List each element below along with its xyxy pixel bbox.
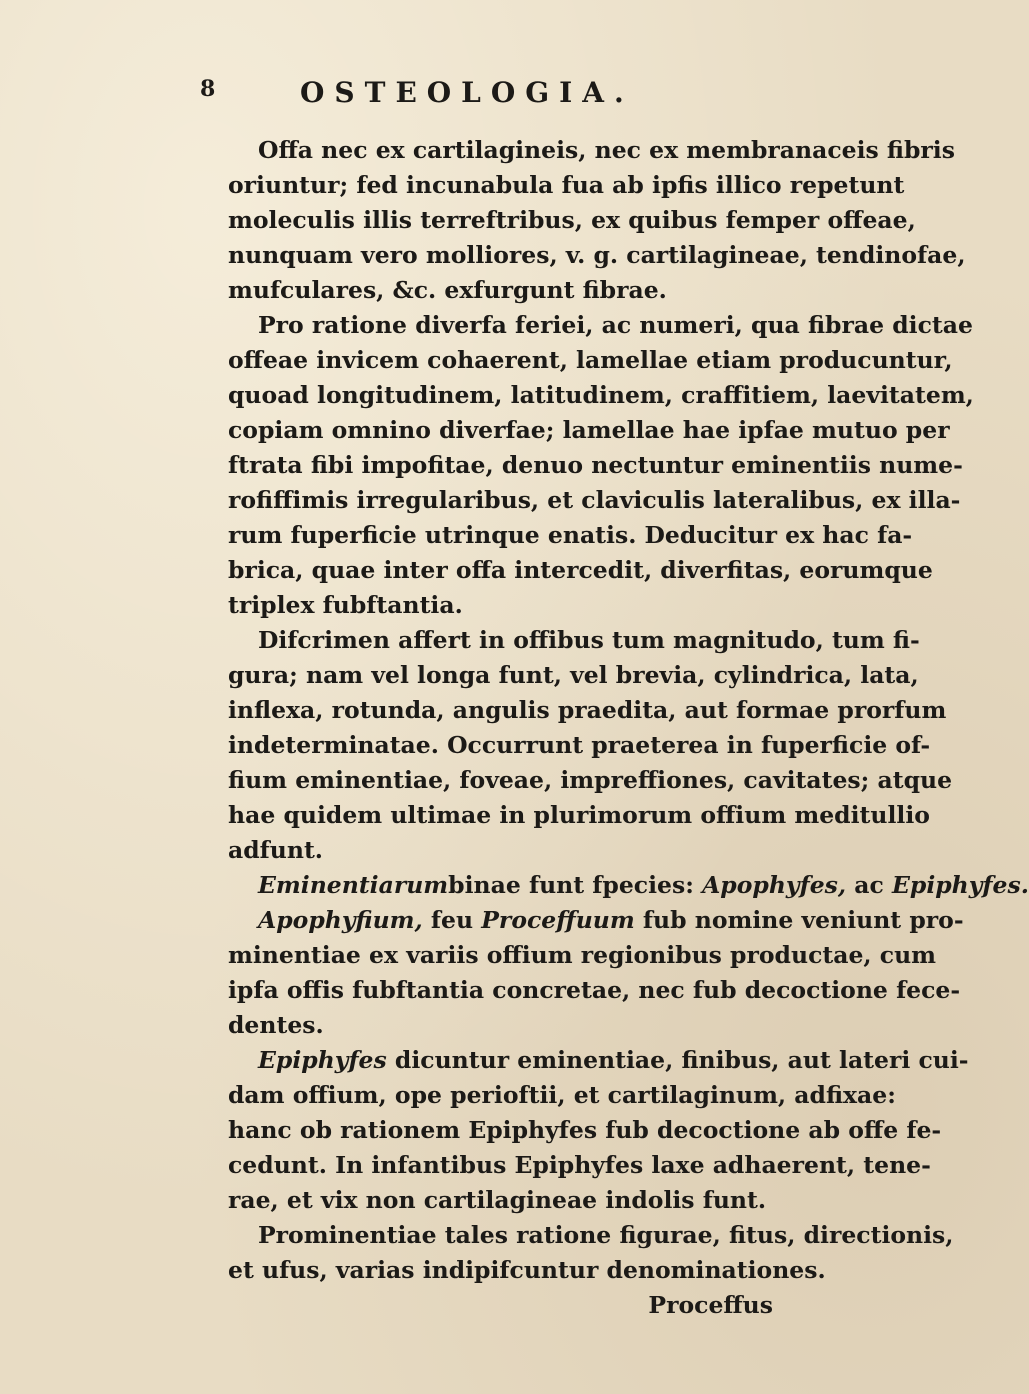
text-line: dam offium, ope perioftii, et cartilaginum, adfixae: bbox=[228, 1081, 896, 1109]
page-header bbox=[0, 76, 800, 116]
text-line: fium eminentiae, foveae, impreffiones, cavitates; atque bbox=[228, 766, 953, 794]
text-line: Offa nec ex cartilagineis, nec ex membranaceis fibris bbox=[258, 136, 955, 164]
text-run: dicuntur eminentiae, finibus, aut lateri cui- bbox=[394, 1046, 969, 1074]
text-line: rae, et vix non cartilagineae indolis funt. bbox=[228, 1186, 767, 1214]
text-line bbox=[228, 903, 964, 938]
text-line: mufculares, &c. exfurgunt fibrae. bbox=[228, 276, 667, 304]
text-line: gura; nam vel longa funt, vel brevia, cylindrica, lata, bbox=[228, 661, 919, 689]
page-number: 8 bbox=[200, 76, 217, 102]
text-line: adfunt. bbox=[228, 836, 323, 864]
text-line: rum fuperficie utrinque enatis. Deducitur ex hac fa- bbox=[228, 521, 913, 549]
running-title: OSTEOLOGIA. bbox=[300, 76, 634, 109]
text-line: offeae invicem cohaerent, lamellae etiam producuntur, bbox=[228, 346, 953, 374]
text-line: brica, quae inter offa intercedit, diverfitas, eorumque bbox=[228, 556, 933, 584]
text-line: ipfa offis fubftantia concretae, nec fub decoctione fece- bbox=[228, 976, 961, 1004]
text-line: minentiae ex variis offium regionibus productae, cum bbox=[228, 941, 937, 969]
italic-term: Proceffuum bbox=[481, 906, 635, 934]
italic-term: Eminentiarum bbox=[258, 871, 449, 899]
italic-term: Epiphyfes bbox=[258, 1046, 387, 1074]
text-line: dentes. bbox=[228, 1011, 324, 1039]
text-line: hae quidem ultimae in plurimorum offium meditullio bbox=[228, 801, 930, 829]
italic-term: Apophyfium, bbox=[258, 906, 423, 934]
text-line: ftrata fibi impofitae, denuo nectuntur eminentiis nume- bbox=[228, 451, 963, 479]
text-line bbox=[228, 868, 1029, 903]
text-line: copiam omnino diverfae; lamellae hae ipfae mutuo per bbox=[228, 416, 950, 444]
text-run: binae funt fpecies: bbox=[448, 871, 694, 899]
text-line: Prominentiae tales ratione figurae, fitus, directionis, bbox=[258, 1221, 954, 1249]
italic-term: Epiphyfes. bbox=[891, 871, 1029, 899]
body-text bbox=[228, 133, 1029, 1323]
text-line: rofiffimis irregularibus, et claviculis lateralibus, ex illa- bbox=[228, 486, 961, 514]
text-line: quoad longitudinem, latitudinem, craffitiem, laevitatem, bbox=[228, 381, 974, 409]
text-line: cedunt. In infantibus Epiphyfes laxe adhaerent, tene- bbox=[228, 1151, 931, 1179]
italic-term: Apophyfes, bbox=[702, 871, 847, 899]
text-line: triplex fubftantia. bbox=[228, 591, 463, 619]
text-run: fub nomine veniunt pro- bbox=[642, 906, 964, 934]
catchword: Proceffus bbox=[648, 1291, 773, 1319]
text-line: Pro ratione diverfa feriei, ac numeri, qua fibrae dictae bbox=[258, 311, 973, 339]
text-run: feu bbox=[430, 906, 474, 934]
text-line: moleculis illis terreftribus, ex quibus femper offeae, bbox=[228, 206, 916, 234]
text-line: hanc ob rationem Epiphyfes fub decoctione ab offe fe- bbox=[228, 1116, 942, 1144]
text-line: oriuntur; fed incunabula fua ab ipfis illico repetunt bbox=[228, 171, 905, 199]
text-line bbox=[228, 1043, 969, 1078]
text-run: ac bbox=[854, 871, 884, 899]
text-line: et ufus, varias indipifcuntur denominationes. bbox=[228, 1256, 826, 1284]
text-line: inflexa, rotunda, angulis praedita, aut formae prorfum bbox=[228, 696, 947, 724]
text-line: Difcrimen affert in offibus tum magnitudo, tum fi- bbox=[258, 626, 920, 654]
text-line: nunquam vero molliores, v. g. cartilagineae, tendinofae, bbox=[228, 241, 966, 269]
text-line: indeterminatae. Occurrunt praeterea in fuperficie of- bbox=[228, 731, 931, 759]
